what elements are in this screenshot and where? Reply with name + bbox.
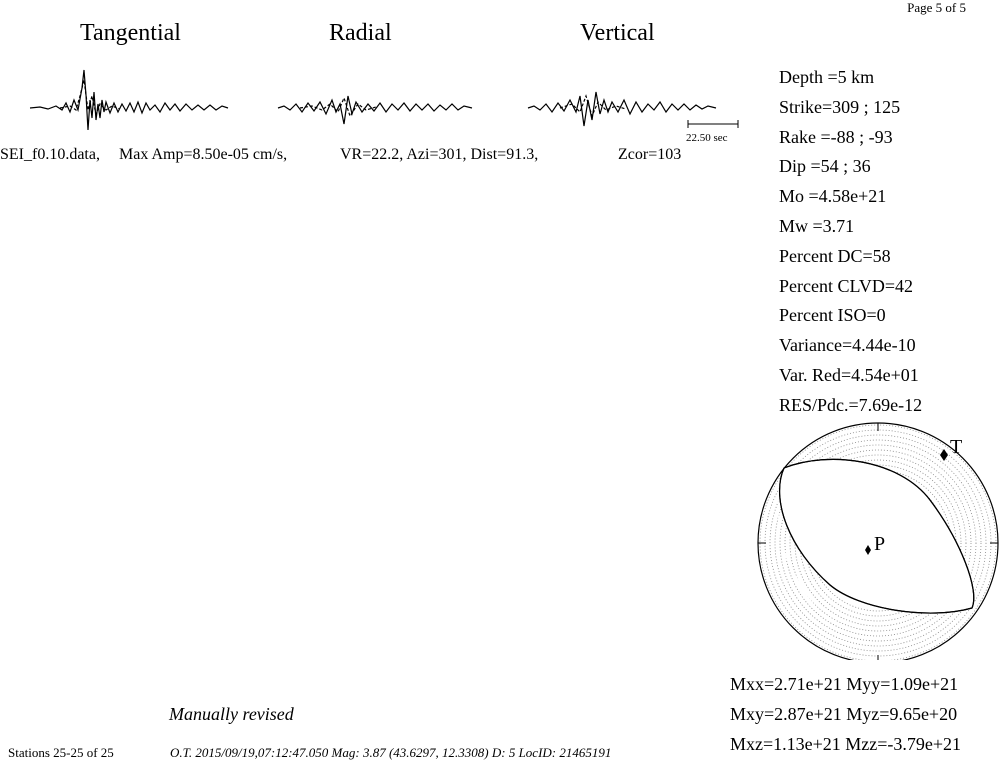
time-scale-label: 22.50 sec bbox=[686, 132, 728, 144]
tangential-observed-trace bbox=[30, 70, 228, 130]
strike-value: Strike=309 ; 125 bbox=[779, 96, 901, 117]
stations-count: Stations 25-25 of 25 bbox=[8, 745, 114, 760]
t-axis-marker bbox=[940, 449, 948, 461]
time-scale-bar bbox=[688, 120, 738, 128]
station-zcor: Zcor=103 bbox=[618, 146, 682, 163]
radial-title: Radial bbox=[329, 20, 392, 46]
solution-parameters bbox=[779, 63, 922, 421]
waveform-traces bbox=[0, 60, 760, 150]
percent-clvd-value: Percent CLVD=42 bbox=[779, 275, 913, 296]
percent-dc-value: Percent DC=58 bbox=[779, 245, 891, 266]
mw-value: Mw =3.71 bbox=[779, 215, 855, 236]
moment-tensor-line-1: Mxx=2.71e+21 Myy=1.09e+21 bbox=[730, 674, 959, 694]
variance-value: Variance=4.44e-10 bbox=[779, 335, 916, 356]
moment-tensor-line-3: Mxz=1.13e+21 Mzz=-3.79e+21 bbox=[730, 734, 962, 754]
page-number: Page 5 of 5 bbox=[907, 0, 966, 15]
percent-iso-value: Percent ISO=0 bbox=[779, 305, 886, 326]
moment-tensor-line-2: Mxy=2.87e+21 Myz=9.65e+20 bbox=[730, 704, 958, 724]
radial-observed-trace bbox=[278, 96, 472, 124]
res-pdc-value: RES/Pdc.=7.69e-12 bbox=[779, 394, 923, 415]
t-axis-label: T bbox=[950, 436, 963, 458]
dip-value: Dip =54 ; 36 bbox=[779, 156, 871, 177]
origin-info: O.T. 2015/09/19,07:12:47.050 Mag: 3.87 (43.6297, 12.3308) D: 5 LocID: 21465191 bbox=[170, 745, 612, 760]
rake-value: Rake =-88 ; -93 bbox=[779, 126, 893, 147]
vertical-title: Vertical bbox=[580, 20, 655, 46]
mo-value: Mo =4.58e+21 bbox=[779, 186, 887, 207]
station-file: SEI_f0.10.data, bbox=[0, 146, 100, 163]
station-stats: VR=22.2, Azi=301, Dist=91.3, bbox=[340, 146, 539, 163]
p-axis-label: P bbox=[874, 533, 886, 555]
manually-revised-note: Manually revised bbox=[169, 704, 294, 724]
var-red-value: Var. Red=4.54e+01 bbox=[779, 364, 919, 385]
tangential-title: Tangential bbox=[80, 20, 181, 46]
station-max-amp: Max Amp=8.50e-05 cm/s, bbox=[119, 146, 288, 163]
depth-value: Depth =5 km bbox=[779, 67, 875, 87]
